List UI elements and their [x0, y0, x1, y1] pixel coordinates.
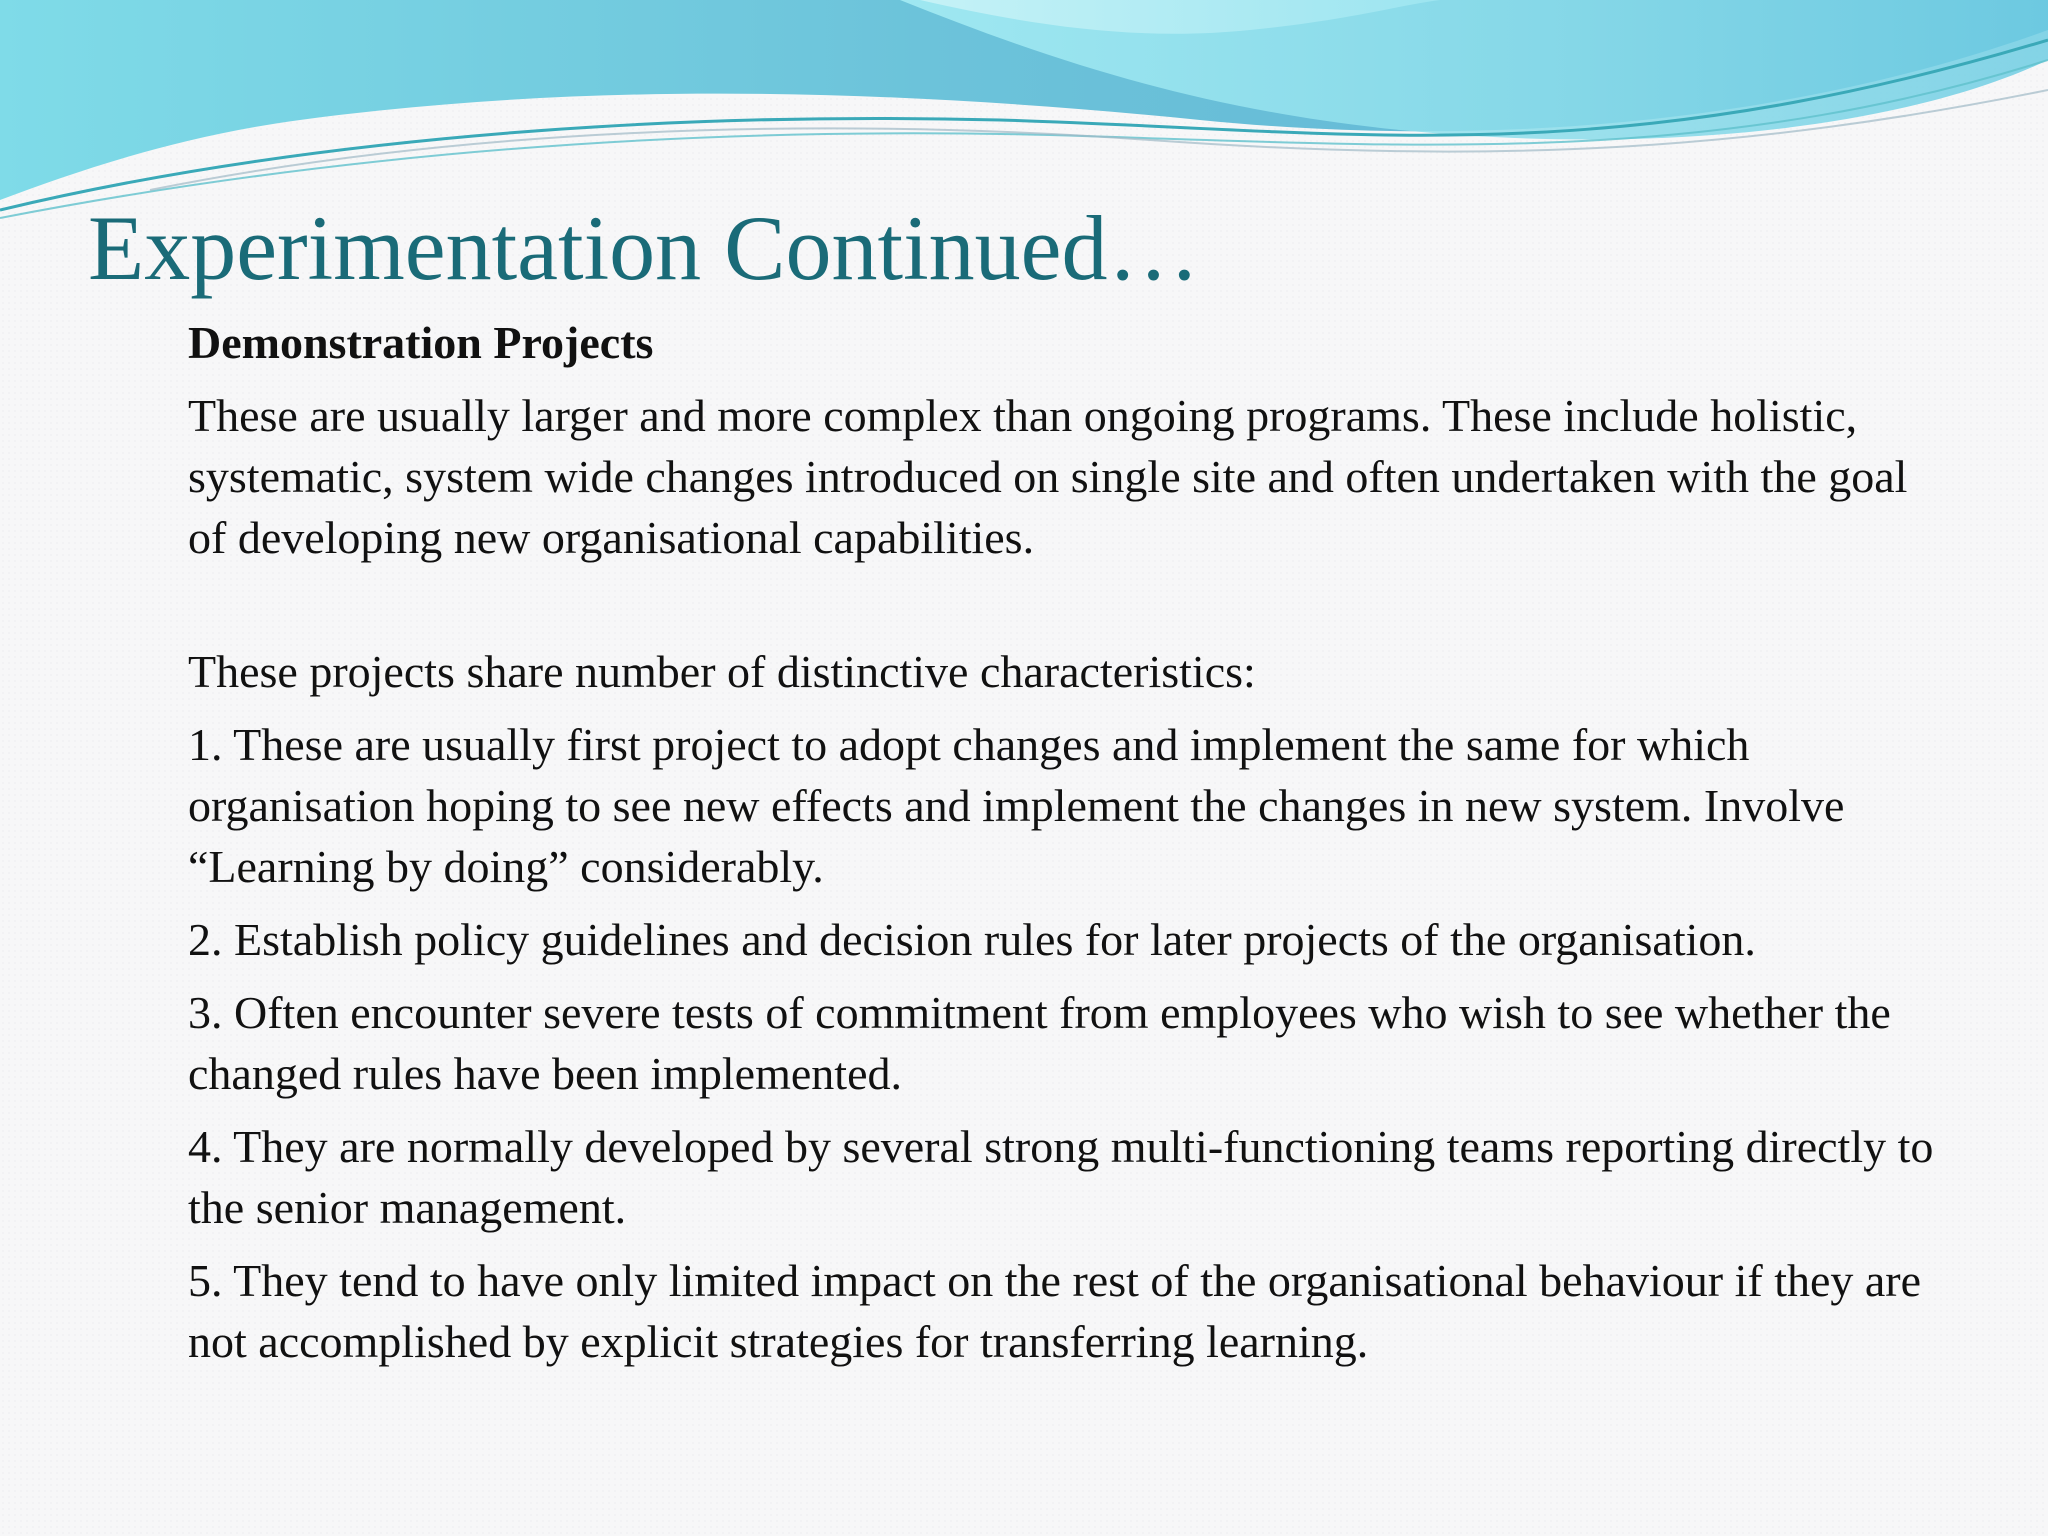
slide-title: Experimentation Continued…	[88, 197, 1200, 299]
slide-body	[188, 312, 1948, 1384]
paragraph-spacer	[188, 580, 1948, 641]
list-item: 3. Often encounter severe tests of commitment from employees who wish to see whether the changed rules have been implemented.	[188, 987, 1891, 1099]
list-item: 1. These are usually first project to adopt changes and implement the same for which organisation hoping to see new effects and implement the changes in new system. Involve “Learning by doing” considerably.	[188, 719, 1845, 892]
list-item: 4. They are normally developed by several strong multi-functioning teams reporting directly to the senior management.	[188, 1121, 1934, 1233]
list-item: 5. They tend to have only limited impact on the rest of the organisational behaviour if they are not accomplished by explicit strategies for transferring learning.	[188, 1255, 1922, 1367]
lead-paragraph: These projects share number of distinctive characteristics:	[188, 646, 1256, 697]
section-heading: Demonstration Projects	[188, 317, 654, 368]
list-item: 2. Establish policy guidelines and decision rules for later projects of the organisation.	[188, 914, 1756, 965]
intro-paragraph: These are usually larger and more complex than ongoing programs. These include holistic, systematic, system wide changes introduced on single site and often undertaken with the goal of developing new organisational capabilities.	[188, 390, 1908, 563]
